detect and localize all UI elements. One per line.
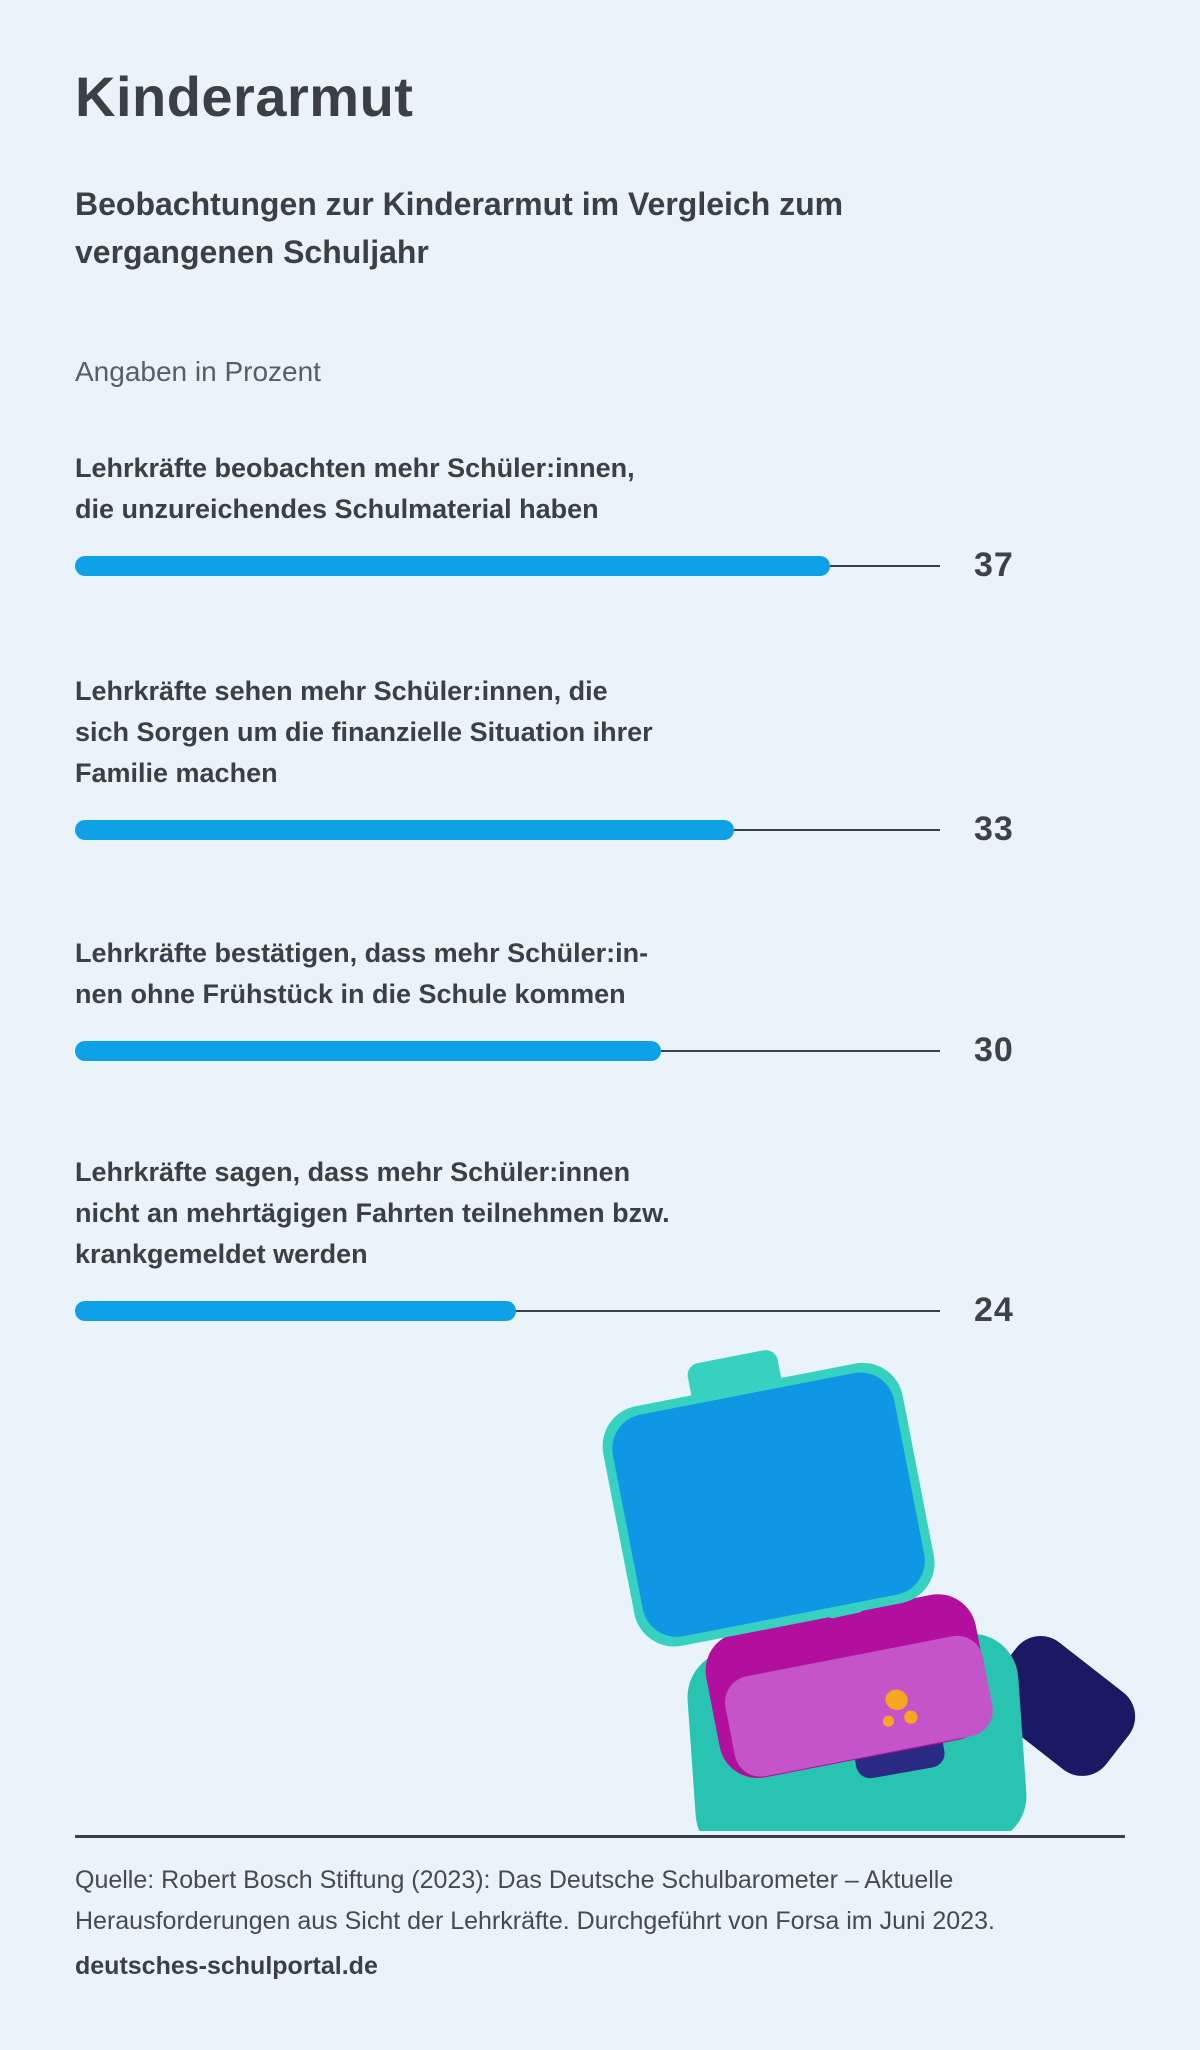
footer xyxy=(75,1835,1125,1987)
footer-divider xyxy=(75,1835,1125,1838)
open-lunchbox-illustration xyxy=(553,1341,1163,1831)
units-note: Angaben in Prozent xyxy=(75,356,321,387)
crumb-icon xyxy=(883,1716,894,1727)
bar-value: 30 xyxy=(974,1031,1014,1069)
bar xyxy=(75,1301,516,1321)
bar-value: 24 xyxy=(974,1291,1014,1329)
bar-group xyxy=(75,1152,1125,1330)
bar xyxy=(75,1041,661,1061)
bar-group xyxy=(75,671,1125,849)
bar xyxy=(75,556,830,576)
bar-row xyxy=(75,546,1125,585)
bar-value: 37 xyxy=(974,546,1014,584)
crumb-icon xyxy=(904,1711,917,1724)
bar-label: Lehrkräfte sehen mehr Schüler:innen, die sich Sorgen um die finanzielle Situation ihrer Familie machen xyxy=(75,676,653,788)
page-title: Kinderarmut xyxy=(75,65,414,128)
leader-line xyxy=(830,565,940,567)
lunchbox-svg xyxy=(553,1341,1163,1831)
bar-label: Lehrkräfte sagen, dass mehr Schüler:innen nicht an mehrtägigen Fahrten teilnehmen bzw. krankgemeldet werden xyxy=(75,1157,670,1269)
bar-track xyxy=(75,820,940,840)
bar-label: Lehrkräfte bestätigen, dass mehr Schüler:in- nen ohne Frühstück in die Schule kommen xyxy=(75,938,649,1009)
source-text: Quelle: Robert Bosch Stiftung (2023): Das Deutsche Schulbarometer – Aktuelle Herausforderungen aus Sicht der Lehrkräfte. Durchgeführt von Forsa im Juni 2023. xyxy=(75,1866,995,1935)
infographic xyxy=(0,66,1200,1330)
bar-row xyxy=(75,1031,1125,1070)
bar-track xyxy=(75,556,940,576)
bar-track xyxy=(75,1301,940,1321)
bar-label: Lehrkräfte beobachten mehr Schüler:innen, die unzureichendes Schulmaterial haben xyxy=(75,453,635,524)
bar-group xyxy=(75,448,1125,585)
bar-group xyxy=(75,933,1125,1070)
bar-track xyxy=(75,1041,940,1061)
leader-line xyxy=(661,1050,940,1052)
chart-subtitle: Beobachtungen zur Kinderarmut im Vergleich zum vergangenen Schuljahr xyxy=(75,186,844,270)
bar xyxy=(75,820,734,840)
leader-line xyxy=(516,1310,940,1312)
website-label: deutsches-schulportal.de xyxy=(75,1952,378,1980)
bar-row xyxy=(75,810,1125,849)
leader-line xyxy=(734,829,940,831)
bar-value: 33 xyxy=(974,810,1014,848)
bar-row xyxy=(75,1291,1125,1330)
